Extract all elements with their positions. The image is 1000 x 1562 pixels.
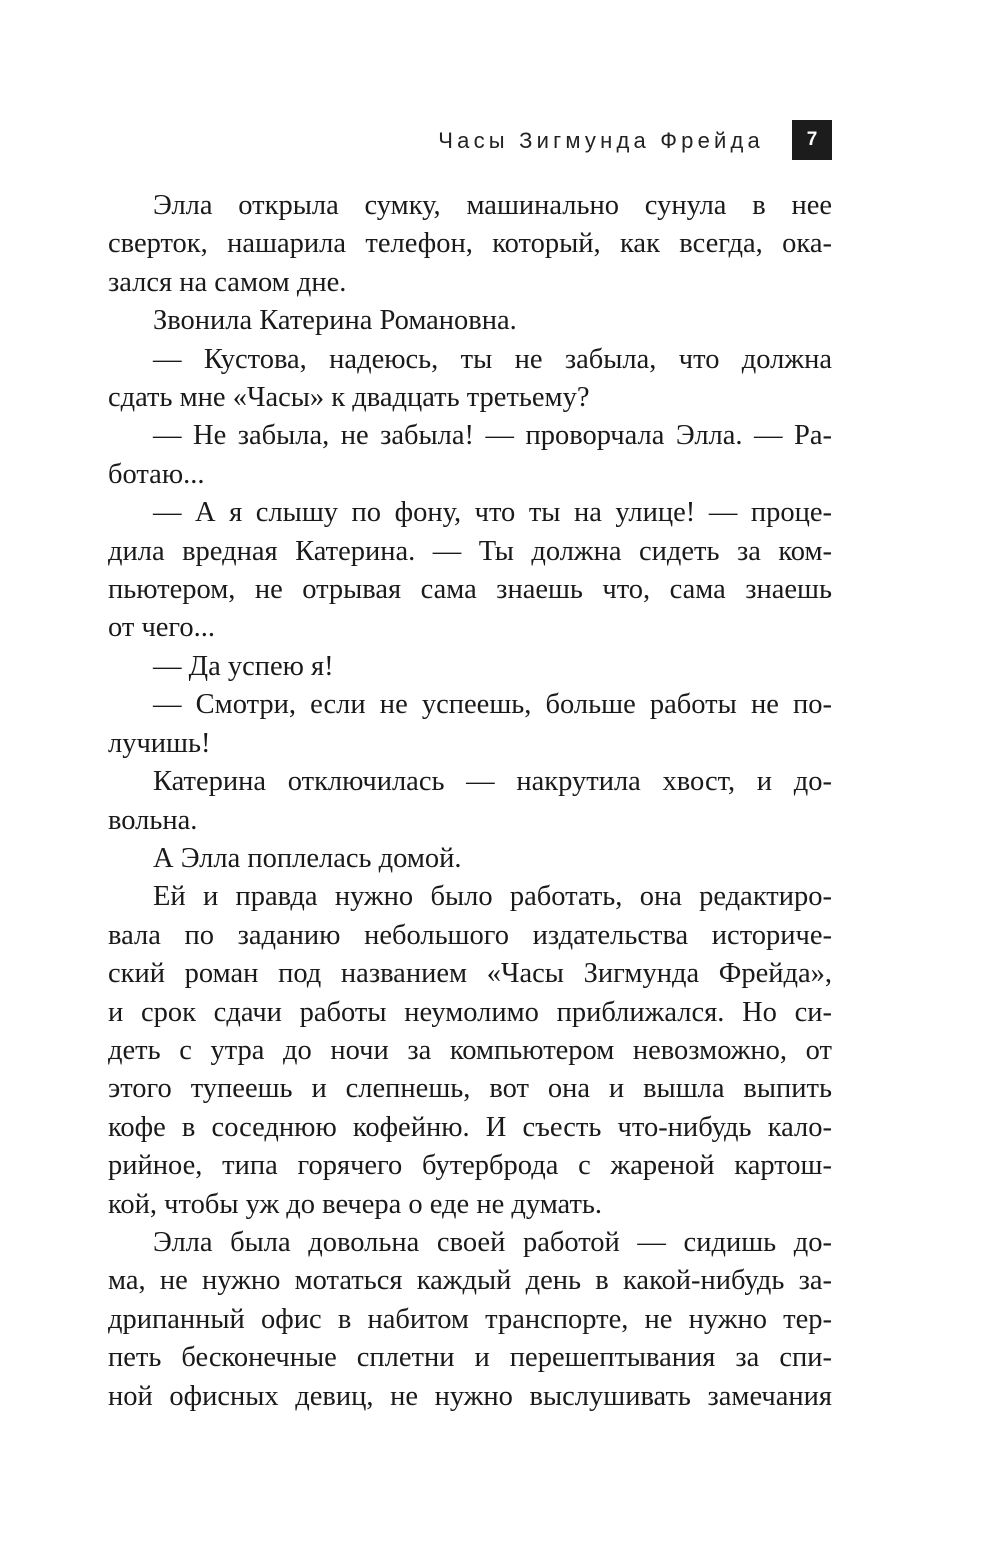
paragraph (108, 341, 832, 418)
text-line: петь бесконечные сплетни и перешептывания за спи- (108, 1342, 832, 1374)
text-line: — Да успею я! (153, 650, 334, 682)
text-line: Элла была довольна своей работой — сидишь до- (153, 1226, 832, 1258)
paragraph (108, 494, 832, 648)
text-line: — Не забыла, не забыла! — проворчала Элла. — Ра- (153, 420, 832, 452)
text-line: ма, не нужно мотаться каждый день в какой-нибудь за- (108, 1265, 832, 1297)
text-line: А Элла поплелась домой. (153, 842, 462, 874)
paragraph (108, 840, 832, 878)
text-line: вала по заданию небольшого издательства историче- (108, 919, 832, 951)
paragraph (108, 302, 832, 340)
text-line: и срок сдачи работы неумолимо приближался. Но си- (108, 996, 832, 1028)
text-line: сверток, нашарила телефон, который, как всегда, ока- (108, 228, 832, 260)
text-line: этого тупеешь и слепнешь, вот она и вышла выпить (108, 1073, 832, 1105)
text-line: зался на самом дне. (108, 266, 347, 298)
body-text (108, 187, 832, 1416)
text-line: сдать мне «Часы» к двадцать третьему? (108, 382, 590, 414)
text-line: кофе в соседнюю кофейню. И съесть что-нибудь кало- (108, 1111, 832, 1143)
text-line: ной офисных девиц, не нужно выслушивать замечания (108, 1380, 832, 1412)
text-line: деть с утра до ночи за компьютером невозможно, от (108, 1034, 832, 1066)
text-line: рийное, типа горячего бутерброда с жареной картош- (108, 1150, 832, 1182)
text-line: Элла открыла сумку, машинально сунула в нее (153, 190, 832, 221)
running-title: Часы Зигмунда Фрейда (438, 128, 764, 153)
text-line: Ей и правда нужно было работать, она редактиро- (153, 881, 832, 913)
running-head (108, 120, 832, 162)
text-line: лучишь! (108, 727, 211, 759)
text-line: — Кустова, надеюсь, ты не забыла, что должна (153, 343, 832, 375)
text-line: дрипанный офис в набитом транспорте, не нужно тер- (108, 1303, 832, 1335)
text-line: Катерина отключилась — накрутила хвост, и до- (153, 766, 832, 798)
text-line: пьютером, не отрывая сама знаешь что, сама знаешь (108, 574, 832, 606)
text-line: — Смотри, если не успеешь, больше работы не по- (153, 689, 832, 721)
text-line: кой, чтобы уж до вечера о еде не думать. (108, 1188, 603, 1220)
text-line: от чего... (108, 612, 216, 644)
text-line: ский роман под названием «Часы Зигмунда Фрейда», (108, 958, 832, 990)
text-line: Звонила Катерина Романовна. (153, 305, 517, 337)
text-line: — А я слышу по фону, что ты на улице! — проце- (153, 497, 832, 529)
paragraph (108, 878, 832, 1224)
text-line: дила вредная Катерина. — Ты должна сидеть за ком- (108, 535, 832, 567)
text-line: ботаю... (108, 458, 205, 490)
paragraph (108, 417, 832, 494)
paragraph (108, 686, 832, 763)
page-number: 7 (792, 120, 832, 160)
paragraph (108, 187, 832, 302)
paragraph (108, 1224, 832, 1416)
paragraph (108, 648, 832, 686)
text-line: вольна. (108, 804, 198, 836)
paragraph (108, 763, 832, 840)
